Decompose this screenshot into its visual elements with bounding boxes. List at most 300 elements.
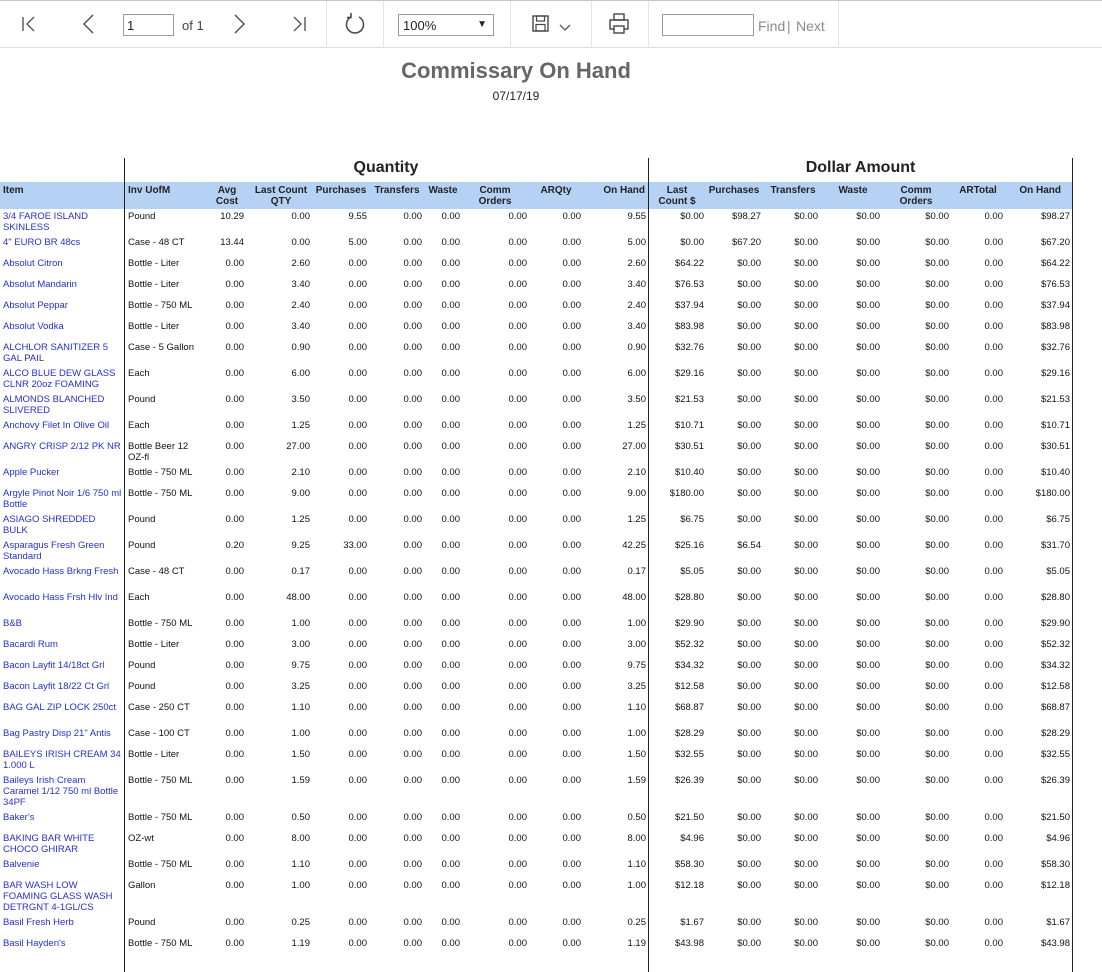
table-cell: $4.96 bbox=[1046, 833, 1070, 844]
table-cell: 2.10 bbox=[291, 467, 310, 478]
item-link[interactable]: Baker's bbox=[3, 812, 35, 823]
table-cell: 0.00 bbox=[562, 237, 581, 248]
item-link[interactable]: B&B bbox=[3, 618, 23, 629]
table-cell: 0.00 bbox=[291, 237, 310, 248]
table-cell: 0.00 bbox=[348, 812, 367, 823]
table-cell: $0.00 bbox=[737, 618, 761, 629]
table-cell: $0.00 bbox=[925, 833, 949, 844]
table-cell: $0.00 bbox=[794, 681, 818, 692]
column-header: Waste bbox=[428, 185, 458, 196]
table-cell: 0.00 bbox=[403, 211, 422, 222]
item-link[interactable]: Bacon Layfit 14/18ct Grl bbox=[3, 660, 105, 671]
item-link[interactable]: ALCHLOR SANITIZER 5 GAL PAIL bbox=[3, 342, 109, 364]
table-cell: 0.00 bbox=[984, 420, 1003, 431]
print-button[interactable] bbox=[606, 11, 632, 37]
column-header: On Hand bbox=[603, 185, 645, 196]
table-cell: $0.00 bbox=[794, 300, 818, 311]
table-cell: 0.00 bbox=[984, 237, 1003, 248]
item-link[interactable]: BAILEYS IRISH CREAM 34 1.000 L bbox=[3, 749, 121, 771]
table-cell: 0.00 bbox=[508, 211, 527, 222]
table-cell: 1.00 bbox=[627, 618, 646, 629]
table-cell: 0.00 bbox=[984, 211, 1003, 222]
table-cell: 0.00 bbox=[441, 368, 460, 379]
table-cell: Each bbox=[128, 420, 150, 431]
table-cell: 0.00 bbox=[403, 702, 422, 713]
table-cell: 0.00 bbox=[562, 321, 581, 332]
table-cell: $0.00 bbox=[737, 321, 761, 332]
table-cell: 1.25 bbox=[627, 514, 646, 525]
table-cell: 0.00 bbox=[508, 467, 527, 478]
table-cell: 0.00 bbox=[562, 441, 581, 452]
table-cell: $0.00 bbox=[856, 702, 880, 713]
item-link[interactable]: Bag Pastry Disp 21" Antis bbox=[3, 728, 111, 739]
table-cell: $0.00 bbox=[925, 749, 949, 760]
item-link[interactable]: BAKING BAR WHITE CHOCO GHIRAR bbox=[3, 833, 95, 855]
table-cell: 0.00 bbox=[225, 368, 244, 379]
item-link[interactable]: BAG GAL ZIP LOCK 250ct bbox=[3, 702, 116, 713]
table-cell: 0.00 bbox=[441, 211, 460, 222]
table-cell: Case - 5 Gallon bbox=[128, 342, 195, 353]
item-link[interactable]: Absolut Mandarin bbox=[3, 279, 77, 290]
table-cell: 0.00 bbox=[403, 917, 422, 928]
table-cell: $0.00 bbox=[737, 300, 761, 311]
table-cell: $0.00 bbox=[856, 300, 880, 311]
table-cell: $0.00 bbox=[737, 420, 761, 431]
table-cell: 0.00 bbox=[348, 749, 367, 760]
table-cell: $0.00 bbox=[737, 681, 761, 692]
report-date: 07/17/19 bbox=[492, 89, 540, 103]
item-link[interactable]: ALCO BLUE DEW GLASS CLNR 20oz FOAMING bbox=[3, 368, 116, 390]
table-cell: 0.00 bbox=[225, 467, 244, 478]
table-cell: 0.00 bbox=[348, 639, 367, 650]
item-link[interactable]: Bacon Layfit 18/22 Ct Grl bbox=[3, 681, 110, 692]
table-cell: $1.67 bbox=[1046, 917, 1070, 928]
table-cell: Bottle - Liter bbox=[128, 321, 180, 332]
find-input[interactable] bbox=[662, 14, 754, 36]
table-cell: $0.00 bbox=[737, 488, 761, 499]
table-cell: 1.10 bbox=[627, 702, 646, 713]
table-cell: $0.00 bbox=[925, 279, 949, 290]
table-cell: $29.90 bbox=[1040, 618, 1070, 629]
table-cell: Bottle - 750 ML bbox=[128, 300, 193, 311]
table-cell: $0.00 bbox=[856, 566, 880, 577]
table-cell: Pound bbox=[128, 660, 156, 671]
find-next-link[interactable]: Next bbox=[796, 18, 825, 34]
table-cell: 3.00 bbox=[627, 639, 646, 650]
chevron-down-icon bbox=[553, 11, 579, 37]
table-cell: $0.00 bbox=[925, 775, 949, 786]
table-cell: 0.00 bbox=[441, 258, 460, 269]
table-cell: 0.00 bbox=[225, 342, 244, 353]
table-cell: $0.00 bbox=[737, 467, 761, 478]
table-cell: $0.00 bbox=[856, 467, 880, 478]
table-cell: $28.80 bbox=[1040, 592, 1070, 603]
table-cell: 0.00 bbox=[508, 812, 527, 823]
table-cell: 0.00 bbox=[441, 237, 460, 248]
table-cell: $98.27 bbox=[1040, 211, 1070, 222]
table-cell: 1.50 bbox=[291, 749, 310, 760]
table-cell: $0.00 bbox=[856, 618, 880, 629]
refresh-button[interactable] bbox=[342, 11, 368, 37]
table-cell: 0.00 bbox=[984, 300, 1003, 311]
table-cell: $67.20 bbox=[731, 237, 761, 248]
table-cell: 0.00 bbox=[348, 859, 367, 870]
table-cell: $0.00 bbox=[737, 279, 761, 290]
table-cell: 0.20 bbox=[225, 540, 244, 551]
item-link[interactable]: 3/4 FAROE ISLAND SKINLESS bbox=[3, 211, 89, 233]
table-cell: 0.00 bbox=[225, 639, 244, 650]
table-cell: 3.25 bbox=[291, 681, 310, 692]
table-cell: $76.53 bbox=[1040, 279, 1070, 290]
table-cell: 0.00 bbox=[348, 258, 367, 269]
table-cell: 0.00 bbox=[508, 880, 527, 891]
table-cell: $0.00 bbox=[794, 488, 818, 499]
table-cell: $29.16 bbox=[1040, 368, 1070, 379]
zoom-value: 100% bbox=[403, 18, 437, 33]
table-cell: $68.87 bbox=[1040, 702, 1070, 713]
table-cell: 13.44 bbox=[220, 237, 244, 248]
item-link[interactable]: Apple Pucker bbox=[3, 467, 60, 478]
table-cell: $0.00 bbox=[794, 702, 818, 713]
save-export-button[interactable] bbox=[529, 11, 555, 37]
column-header: Last Count QTY bbox=[254, 185, 308, 207]
table-cell: 1.10 bbox=[627, 859, 646, 870]
table-cell: 0.00 bbox=[403, 833, 422, 844]
table-cell: 0.00 bbox=[348, 728, 367, 739]
page-number-input[interactable] bbox=[123, 14, 174, 36]
table-cell: $0.00 bbox=[856, 441, 880, 452]
table-cell: 0.00 bbox=[441, 394, 460, 405]
item-link[interactable]: Basil Fresh Herb bbox=[3, 917, 74, 928]
table-cell: $10.71 bbox=[1040, 420, 1070, 431]
table-cell: 0.00 bbox=[984, 660, 1003, 671]
next-page-button[interactable] bbox=[226, 11, 252, 37]
table-cell: 0.50 bbox=[291, 812, 310, 823]
table-cell: 0.00 bbox=[403, 660, 422, 671]
item-link[interactable]: Absolut Citron bbox=[3, 258, 63, 269]
table-cell: $58.30 bbox=[674, 859, 704, 870]
column-header: Transfers bbox=[374, 185, 420, 196]
item-link[interactable]: Anchovy Filet In Olive Oil bbox=[3, 420, 110, 431]
table-cell: 0.00 bbox=[403, 514, 422, 525]
table-cell: $0.00 bbox=[856, 812, 880, 823]
table-cell: $67.20 bbox=[1040, 237, 1070, 248]
table-cell: Pound bbox=[128, 211, 156, 222]
table-cell: 0.00 bbox=[403, 420, 422, 431]
table-cell: 0.00 bbox=[984, 368, 1003, 379]
table-cell: 6.00 bbox=[291, 368, 310, 379]
table-cell: $37.94 bbox=[674, 300, 704, 311]
table-cell: $34.32 bbox=[674, 660, 704, 671]
table-cell: $0.00 bbox=[925, 540, 949, 551]
table-cell: 0.00 bbox=[403, 859, 422, 870]
table-cell: 1.10 bbox=[291, 702, 310, 713]
table-cell: 0.00 bbox=[508, 833, 527, 844]
table-cell: $0.00 bbox=[794, 566, 818, 577]
table-cell: Case - 250 CT bbox=[128, 702, 190, 713]
column-header: Transfers bbox=[770, 185, 816, 196]
table-cell: $0.00 bbox=[925, 488, 949, 499]
table-cell: 0.00 bbox=[348, 618, 367, 629]
table-cell: 0.00 bbox=[984, 566, 1003, 577]
table-cell: 0.00 bbox=[441, 488, 460, 499]
table-cell: $0.00 bbox=[856, 237, 880, 248]
item-link[interactable]: ALMONDS BLANCHED SLIVERED bbox=[3, 394, 105, 416]
table-cell: 0.00 bbox=[348, 833, 367, 844]
table-cell: 0.00 bbox=[984, 749, 1003, 760]
table-cell: $12.18 bbox=[674, 880, 704, 891]
table-cell: 0.00 bbox=[984, 728, 1003, 739]
table-cell: 0.00 bbox=[562, 917, 581, 928]
table-cell: $0.00 bbox=[737, 258, 761, 269]
table-cell: 0.00 bbox=[403, 237, 422, 248]
column-divider bbox=[124, 158, 125, 972]
item-link[interactable]: Avocado Hass Frsh Hlv Ind bbox=[3, 592, 118, 603]
table-cell: $43.98 bbox=[1040, 938, 1070, 949]
table-cell: 0.00 bbox=[508, 342, 527, 353]
table-cell: Bottle - Liter bbox=[128, 279, 180, 290]
table-cell: 0.00 bbox=[348, 660, 367, 671]
table-cell: Pound bbox=[128, 514, 156, 525]
table-cell: 0.00 bbox=[225, 880, 244, 891]
table-cell: 1.25 bbox=[291, 514, 310, 525]
table-cell: $0.00 bbox=[794, 592, 818, 603]
table-cell: 0.00 bbox=[348, 394, 367, 405]
item-link[interactable]: 4" EURO BR 48cs bbox=[3, 237, 81, 248]
table-cell: 0.00 bbox=[441, 618, 460, 629]
table-cell: 0.00 bbox=[984, 880, 1003, 891]
table-cell: $0.00 bbox=[856, 880, 880, 891]
table-cell: $0.00 bbox=[794, 514, 818, 525]
table-cell: 5.00 bbox=[348, 237, 367, 248]
item-link[interactable]: Absolut Peppar bbox=[3, 300, 68, 311]
table-cell: $0.00 bbox=[794, 540, 818, 551]
table-cell: 0.17 bbox=[627, 566, 646, 577]
table-cell: 0.00 bbox=[508, 420, 527, 431]
table-cell: 0.00 bbox=[441, 639, 460, 650]
item-link[interactable]: BAR WASH LOW FOAMING GLASS WASH DETRGNT 4-1GL/CS bbox=[3, 880, 113, 913]
table-cell: 0.00 bbox=[508, 859, 527, 870]
table-cell: $0.00 bbox=[925, 917, 949, 928]
table-cell: 0.00 bbox=[984, 467, 1003, 478]
table-cell: $32.55 bbox=[1040, 749, 1070, 760]
table-cell: $6.54 bbox=[737, 540, 761, 551]
table-cell: 0.00 bbox=[225, 566, 244, 577]
table-cell: 0.00 bbox=[984, 938, 1003, 949]
table-cell: 0.00 bbox=[508, 300, 527, 311]
table-cell: $0.00 bbox=[856, 514, 880, 525]
table-cell: 0.00 bbox=[225, 702, 244, 713]
item-link[interactable]: ASIAGO SHREDDED BULK bbox=[3, 514, 96, 536]
table-cell: Gallon bbox=[128, 880, 156, 891]
zoom-select[interactable] bbox=[398, 14, 494, 36]
table-cell: 0.00 bbox=[984, 540, 1003, 551]
table-cell: 0.00 bbox=[984, 514, 1003, 525]
table-cell: 0.00 bbox=[441, 467, 460, 478]
table-cell: 48.00 bbox=[286, 592, 310, 603]
table-cell: 0.00 bbox=[225, 592, 244, 603]
table-cell: $0.00 bbox=[737, 566, 761, 577]
table-cell: $0.00 bbox=[925, 321, 949, 332]
table-cell: $0.00 bbox=[794, 321, 818, 332]
table-cell: 0.00 bbox=[984, 618, 1003, 629]
table-cell: $5.05 bbox=[1046, 566, 1070, 577]
table-cell: 0.00 bbox=[348, 342, 367, 353]
table-cell: 3.40 bbox=[627, 321, 646, 332]
table-cell: $0.00 bbox=[794, 441, 818, 452]
table-cell: $0.00 bbox=[737, 592, 761, 603]
table-cell: $0.00 bbox=[794, 833, 818, 844]
table-cell: $0.00 bbox=[737, 833, 761, 844]
table-cell: 0.90 bbox=[291, 342, 310, 353]
table-cell: 0.00 bbox=[508, 618, 527, 629]
table-cell: 0.00 bbox=[508, 775, 527, 786]
item-link[interactable]: Basil Hayden's bbox=[3, 938, 66, 949]
table-cell: $0.00 bbox=[925, 566, 949, 577]
item-link[interactable]: Argyle Pinot Noir 1/6 750 ml Bottle bbox=[3, 488, 122, 510]
item-link[interactable]: Baileys Irish Cream Caramel 1/12 750 ml Bottle 34PF bbox=[3, 775, 119, 808]
table-cell: $0.00 bbox=[856, 342, 880, 353]
table-cell: 0.00 bbox=[508, 639, 527, 650]
item-link[interactable]: Absolut Vodka bbox=[3, 321, 64, 332]
table-cell: 9.55 bbox=[348, 211, 367, 222]
table-cell: 0.00 bbox=[225, 488, 244, 499]
table-cell: $25.16 bbox=[674, 540, 704, 551]
table-cell: $21.50 bbox=[674, 812, 704, 823]
table-cell: $0.00 bbox=[856, 540, 880, 551]
table-cell: $0.00 bbox=[794, 258, 818, 269]
table-cell: $0.00 bbox=[856, 368, 880, 379]
table-cell: $10.71 bbox=[674, 420, 704, 431]
table-cell: 0.00 bbox=[562, 728, 581, 739]
column-divider bbox=[1072, 158, 1073, 972]
dropdown-arrow-icon: ▼ bbox=[477, 19, 487, 30]
table-cell: 0.00 bbox=[984, 592, 1003, 603]
table-cell: 0.00 bbox=[441, 702, 460, 713]
table-cell: 0.00 bbox=[984, 394, 1003, 405]
table-cell: $28.29 bbox=[674, 728, 704, 739]
table-cell: $0.00 bbox=[856, 859, 880, 870]
table-cell: Pound bbox=[128, 540, 156, 551]
previous-page-button[interactable] bbox=[76, 11, 102, 37]
table-cell: $0.00 bbox=[794, 237, 818, 248]
table-cell: $0.00 bbox=[856, 749, 880, 760]
table-cell: $12.18 bbox=[1040, 880, 1070, 891]
table-cell: 0.00 bbox=[562, 660, 581, 671]
table-cell: 0.00 bbox=[225, 833, 244, 844]
table-cell: 0.00 bbox=[441, 441, 460, 452]
table-cell: 0.00 bbox=[441, 420, 460, 431]
table-cell: 0.00 bbox=[403, 279, 422, 290]
table-cell: $83.98 bbox=[674, 321, 704, 332]
table-cell: $0.00 bbox=[925, 300, 949, 311]
table-cell: 0.00 bbox=[562, 394, 581, 405]
table-cell: 0.00 bbox=[403, 566, 422, 577]
table-cell: Bottle - Liter bbox=[128, 258, 180, 269]
table-cell: $0.00 bbox=[925, 660, 949, 671]
table-cell: 0.00 bbox=[562, 812, 581, 823]
item-link[interactable]: ANGRY CRISP 2/12 PK NR bbox=[3, 441, 121, 452]
table-cell: $0.00 bbox=[925, 728, 949, 739]
item-link[interactable]: Avocado Hass Brkng Fresh bbox=[3, 566, 119, 577]
table-cell: 0.00 bbox=[562, 300, 581, 311]
table-cell: 5.00 bbox=[627, 237, 646, 248]
table-cell: $0.00 bbox=[856, 833, 880, 844]
table-cell: $0.00 bbox=[794, 812, 818, 823]
save-dropdown-button[interactable] bbox=[553, 11, 579, 37]
table-cell: 0.00 bbox=[562, 420, 581, 431]
table-cell: $58.30 bbox=[1040, 859, 1070, 870]
table-cell: 3.40 bbox=[291, 321, 310, 332]
table-cell: $0.00 bbox=[737, 775, 761, 786]
item-link[interactable]: Balvenie bbox=[3, 859, 40, 870]
item-link[interactable]: Bacardi Rum bbox=[3, 639, 58, 650]
column-header: ARQty bbox=[540, 185, 572, 196]
item-link[interactable]: Asparagus Fresh Green Standard bbox=[3, 540, 105, 562]
table-cell: $83.98 bbox=[1040, 321, 1070, 332]
table-cell: 0.00 bbox=[441, 917, 460, 928]
table-cell: 1.59 bbox=[291, 775, 310, 786]
table-cell: 3.40 bbox=[291, 279, 310, 290]
table-cell: $0.00 bbox=[925, 394, 949, 405]
table-cell: 0.00 bbox=[984, 812, 1003, 823]
table-cell: $64.22 bbox=[674, 258, 704, 269]
first-page-button[interactable] bbox=[16, 11, 42, 37]
table-cell: $0.00 bbox=[794, 880, 818, 891]
table-cell: 0.00 bbox=[348, 420, 367, 431]
table-cell: $0.00 bbox=[856, 681, 880, 692]
table-cell: 0.00 bbox=[403, 639, 422, 650]
table-cell: 0.00 bbox=[403, 258, 422, 269]
save-icon bbox=[529, 11, 555, 37]
table-cell: 1.19 bbox=[291, 938, 310, 949]
table-cell: 27.00 bbox=[286, 441, 310, 452]
table-cell: 0.00 bbox=[508, 279, 527, 290]
table-cell: $0.00 bbox=[794, 618, 818, 629]
table-cell: $32.76 bbox=[674, 342, 704, 353]
table-cell: $0.00 bbox=[856, 660, 880, 671]
table-cell: 0.00 bbox=[348, 441, 367, 452]
find-link[interactable]: Find bbox=[758, 18, 786, 34]
table-cell: $26.39 bbox=[674, 775, 704, 786]
table-cell: 0.00 bbox=[508, 728, 527, 739]
table-cell: 1.50 bbox=[627, 749, 646, 760]
table-cell: $0.00 bbox=[856, 211, 880, 222]
table-cell: 0.00 bbox=[225, 258, 244, 269]
table-cell: $37.94 bbox=[1040, 300, 1070, 311]
table-cell: 0.00 bbox=[348, 279, 367, 290]
table-cell: 0.00 bbox=[984, 859, 1003, 870]
table-cell: 0.00 bbox=[508, 237, 527, 248]
table-cell: $4.96 bbox=[680, 833, 704, 844]
table-cell: 0.00 bbox=[441, 592, 460, 603]
table-cell: 0.00 bbox=[508, 917, 527, 928]
table-cell: 0.00 bbox=[441, 321, 460, 332]
last-page-button[interactable] bbox=[286, 11, 312, 37]
table-cell: 9.00 bbox=[291, 488, 310, 499]
table-cell: 0.00 bbox=[562, 540, 581, 551]
table-cell: 9.75 bbox=[291, 660, 310, 671]
table-cell: $0.00 bbox=[737, 702, 761, 713]
table-cell: Bottle Beer 12 OZ-fl bbox=[128, 441, 189, 463]
table-cell: 0.00 bbox=[441, 749, 460, 760]
table-cell: 0.00 bbox=[441, 514, 460, 525]
table-cell: 2.40 bbox=[291, 300, 310, 311]
table-cell: 0.00 bbox=[403, 728, 422, 739]
table-cell: $0.00 bbox=[794, 639, 818, 650]
table-cell: 0.00 bbox=[225, 279, 244, 290]
table-cell: $0.00 bbox=[856, 321, 880, 332]
